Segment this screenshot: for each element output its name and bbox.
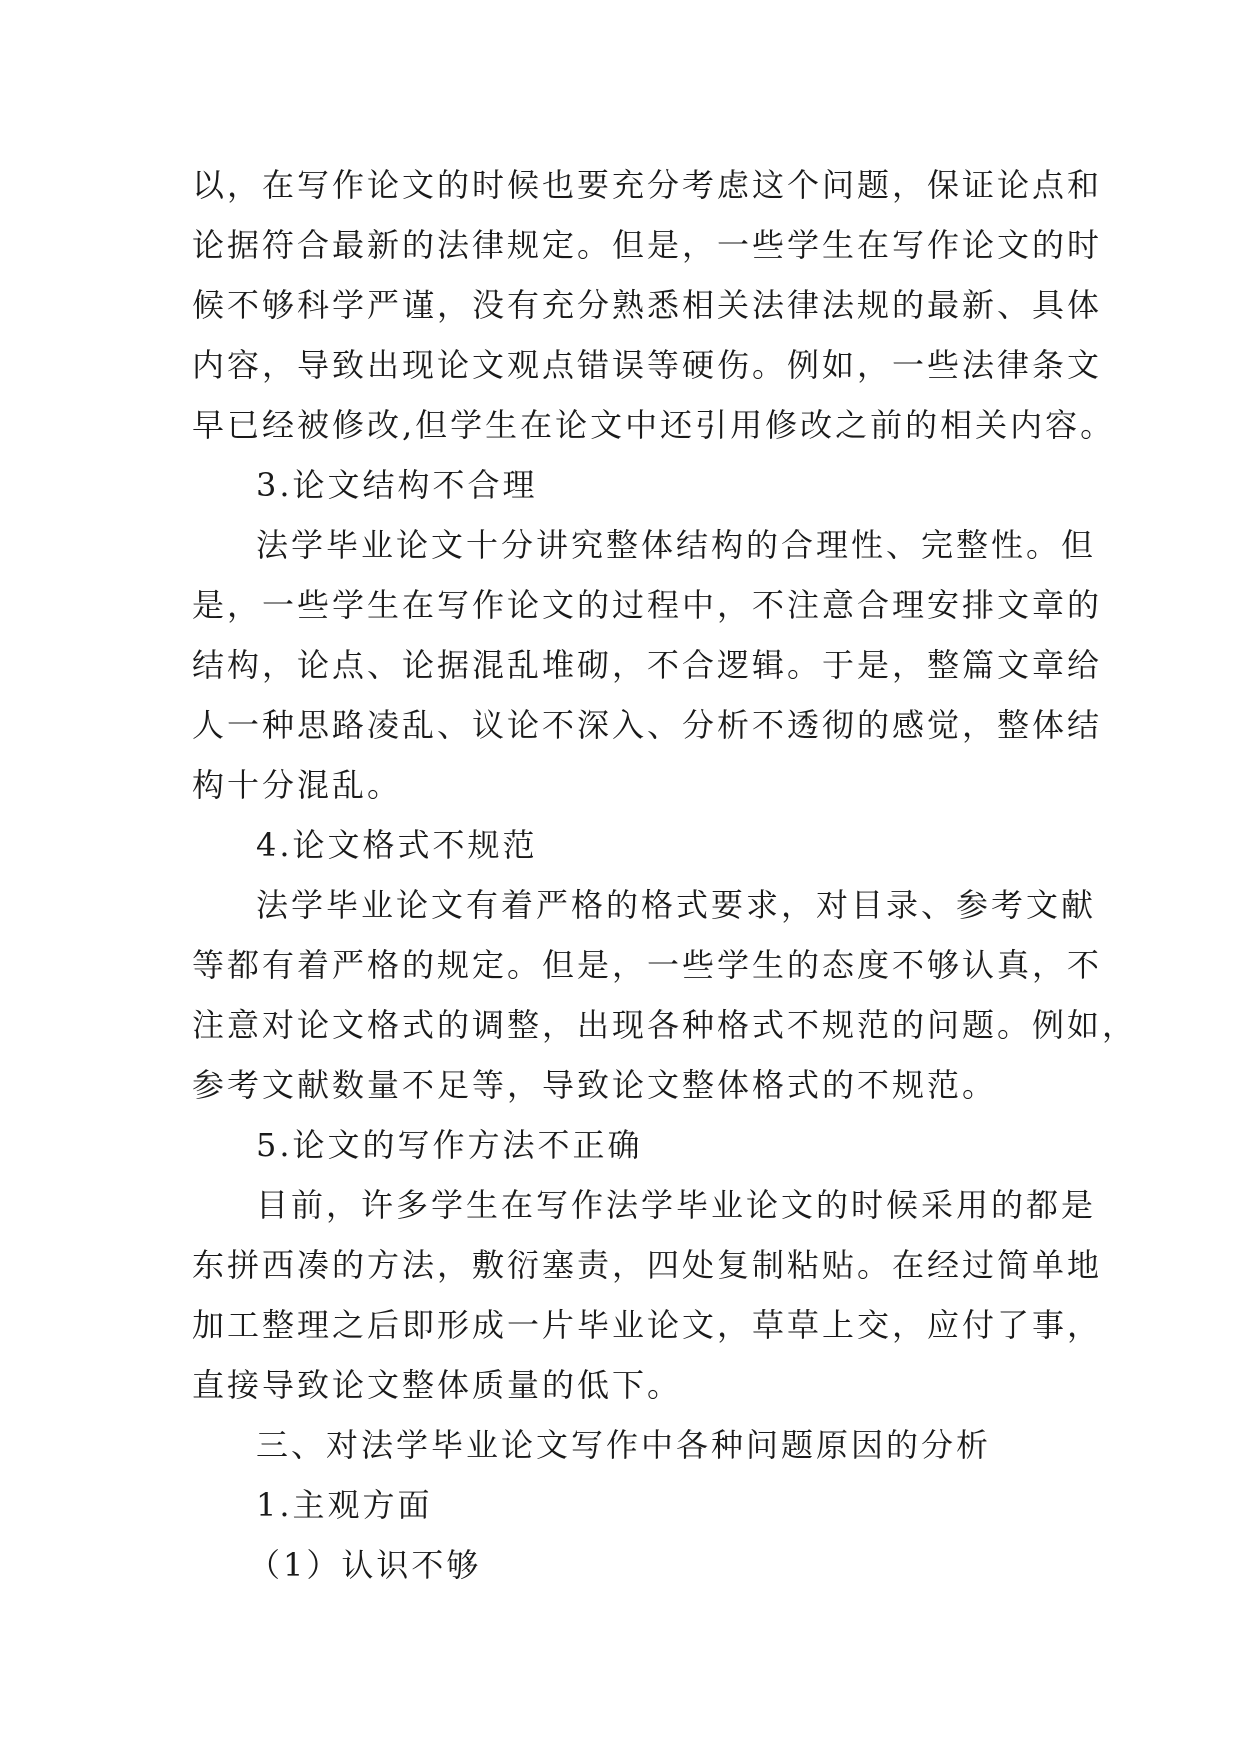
paragraph-line: 人一种思路凌乱、议论不深入、分析不透彻的感觉，整体结 (192, 706, 1103, 744)
section-heading: 4.论文格式不规范 (256, 826, 538, 864)
paragraph-line: 候不够科学严谨，没有充分熟悉相关法律法规的最新、具体 (192, 286, 1103, 324)
paragraph-line: 结构，论点、论据混乱堆砌，不合逻辑。于是，整篇文章给 (192, 646, 1103, 684)
paragraph-line: 加工整理之后即形成一片毕业论文，草草上交，应付了事， (192, 1306, 1103, 1344)
document-body (192, 155, 1138, 1595)
paragraph-line: 直接导致论文整体质量的低下。 (192, 1366, 683, 1404)
paragraph-line: 构十分混乱。 (192, 766, 403, 804)
paragraph-line: 内容，导致出现论文观点错误等硬伤。例如，一些法律条文 (192, 346, 1103, 384)
subsection-heading: （1）认识不够 (248, 1546, 482, 1584)
paragraph-line: 早已经被修改,但学生在论文中还引用修改之前的相关内容。 (192, 406, 1116, 444)
paragraph-line: 是，一些学生在写作论文的过程中，不注意合理安排文章的 (192, 586, 1103, 624)
chapter-heading: 三、对法学毕业论文写作中各种问题原因的分析 (256, 1426, 992, 1464)
paragraph-line: 以，在写作论文的时候也要充分考虑这个问题，保证论点和 (192, 166, 1103, 204)
paragraph-line: 法学毕业论文十分讲究整体结构的合理性、完整性。但 (256, 526, 1097, 564)
paragraph-line: 东拼西凑的方法，敷衍塞责，四处复制粘贴。在经过简单地 (192, 1246, 1103, 1284)
section-heading: 5.论文的写作方法不正确 (256, 1126, 643, 1164)
paragraph-line: 注意对论文格式的调整，出现各种格式不规范的问题。例如， (192, 1006, 1138, 1044)
paragraph-line: 法学毕业论文有着严格的格式要求，对目录、参考文献 (256, 886, 1097, 924)
paragraph-line: 目前，许多学生在写作法学毕业论文的时候采用的都是 (256, 1186, 1097, 1224)
section-heading: 3.论文结构不合理 (256, 466, 538, 504)
paragraph-line: 等都有着严格的规定。但是，一些学生的态度不够认真，不 (192, 946, 1103, 984)
subsection-heading: 1.主观方面 (256, 1486, 433, 1524)
paragraph-line: 参考文献数量不足等，导致论文整体格式的不规范。 (192, 1066, 998, 1104)
paragraph-line: 论据符合最新的法律规定。但是，一些学生在写作论文的时 (192, 226, 1103, 264)
